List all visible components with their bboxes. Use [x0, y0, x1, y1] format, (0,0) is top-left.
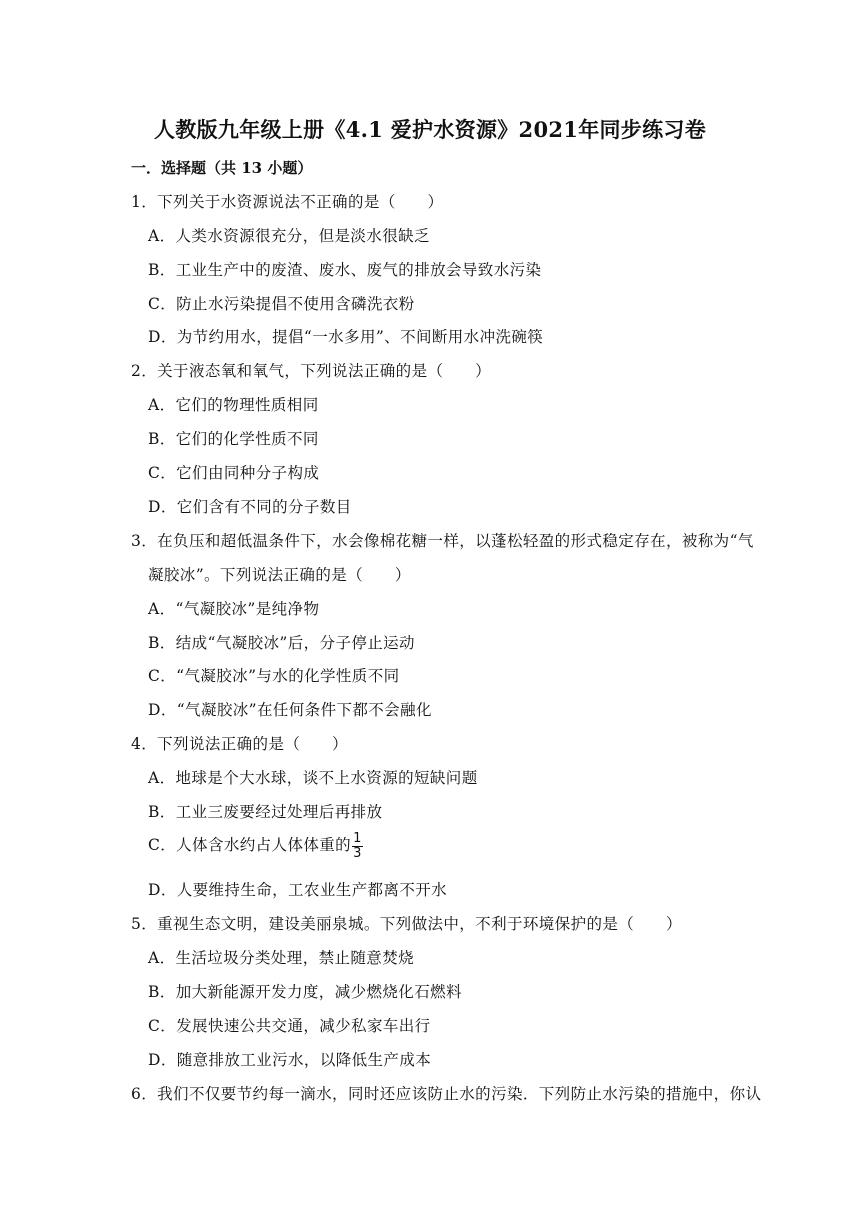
question-2-option-b: B．它们的化学性质不同	[148, 430, 319, 448]
question-3-option-a: A．“气凝胶冰”是纯净物	[148, 600, 320, 618]
question-1-option-c: C．防止水污染提倡不使用含磷洗衣粉	[148, 295, 415, 313]
question-4-option-a: A．地球是个大水球，谈不上水资源的短缺问题	[148, 769, 478, 787]
fraction-denominator: 3	[353, 845, 362, 861]
question-6-stem: 6．我们不仅要节约每一滴水，同时还应该防止水的污染．下列防止水污染的措施中，你认	[131, 1085, 762, 1103]
question-2-option-c: C．它们由同种分子构成	[148, 464, 320, 482]
question-5-option-c: C．发展快速公共交通，减少私家车出行	[148, 1017, 431, 1035]
fraction-one-third	[352, 832, 363, 860]
question-1-option-a: A．人类水资源很充分，但是淡水很缺乏	[148, 227, 430, 245]
question-4-option-c	[148, 832, 363, 860]
question-4-stem: 4．下列说法正确的是（ ）	[131, 735, 348, 753]
fraction-numerator: 1	[353, 831, 362, 846]
question-5-option-d: D．随意排放工业污水，以降低生产成本	[148, 1051, 432, 1069]
question-1-option-b: B．工业生产中的废渣、废水、废气的排放会导致水污染	[148, 261, 542, 279]
question-3-stem-line-2: 凝胶冰”。下列说法正确的是（ ）	[148, 566, 411, 584]
question-1-stem: 1．下列关于水资源说法不正确的是（ ）	[131, 193, 444, 211]
question-3-option-b: B．结成“气凝胶冰”后，分子停止运动	[148, 634, 415, 652]
question-5-option-a: A．生活垃圾分类处理，禁止随意焚烧	[148, 949, 414, 967]
page-title: 人教版九年级上册《4.1 爱护水资源》2021年同步练习卷	[154, 117, 706, 142]
section-heading: 一．选择题（共 13 小题）	[131, 159, 313, 177]
question-2-option-d: D．它们含有不同的分子数目	[148, 498, 352, 516]
question-3-stem-line-1: 3．在负压和超低温条件下，水会像棉花糖一样，以蓬松轻盈的形式稳定存在，被称为“气	[131, 532, 754, 550]
question-5-option-b: B．加大新能源开发力度，减少燃烧化石燃料	[148, 983, 462, 1001]
question-2-stem: 2．关于液态氧和氧气，下列说法正确的是（ ）	[131, 362, 492, 380]
question-4-option-b: B．工业三废要经过处理后再排放	[148, 803, 383, 821]
question-3-option-c: C．“气凝胶冰”与水的化学性质不同	[148, 667, 400, 685]
question-4-option-c-text: C．人体含水约占人体体重的	[148, 836, 352, 855]
question-3-option-d: D．“气凝胶冰”在任何条件下都不会融化	[148, 701, 432, 719]
question-5-stem: 5．重视生态文明，建设美丽泉城。下列做法中，不利于环境保护的是（ ）	[131, 915, 682, 933]
question-4-option-d: D．人要维持生命，工农业生产都离不开水	[148, 881, 448, 899]
question-2-option-a: A．它们的物理性质相同	[148, 396, 319, 414]
question-1-option-d: D．为节约用水，提倡“一水多用”、不间断用水冲洗碗筷	[148, 328, 544, 346]
